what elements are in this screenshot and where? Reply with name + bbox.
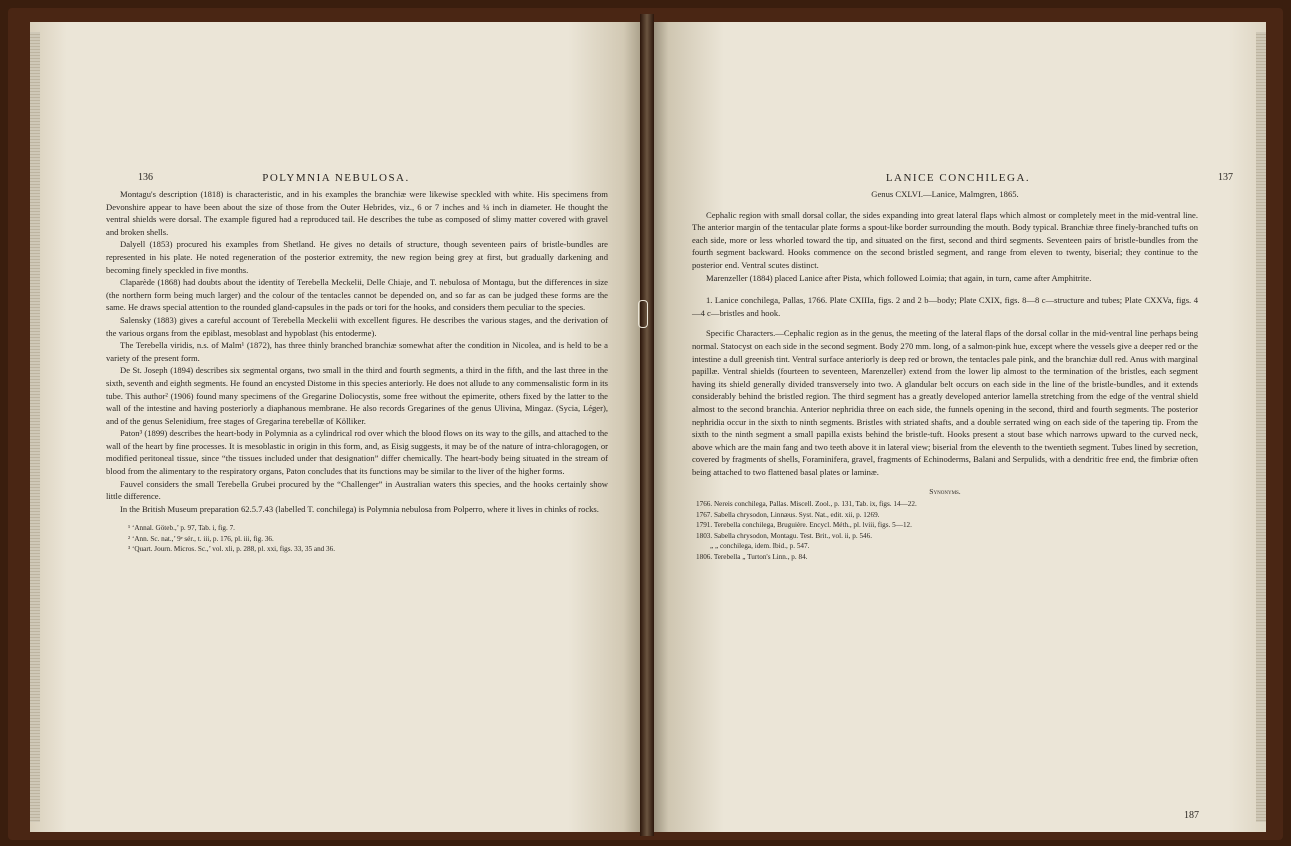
footnote: ¹ ‘Annal. Göteb.,’ p. 97, Tab. i, fig. 7. [128,524,235,533]
right-text-body [692,188,1198,563]
synonym-entry: „ „ conchilega, idem. Ibid., p. 547. [710,542,810,551]
paragraph: Dalyell (1853) procured his examples from Shetland. He gives no details of structure, though seventeen pairs of bristle-bundles are represented in his plate. He noted regeneration of the posterior extremity, the new region being grey at first, but gradually darkening and becoming finely speckled in five months. [106,239,608,275]
paragraph: In the British Museum preparation 62.5.7.43 (labelled T. conchilega) is Polymnia nebulosa from Polperro, where it lives in chinks of rocks. [120,503,599,514]
species-heading: 1. Lanice conchilega, Pallas, 1766. Plate CXIIIa, figs. 2 and 2 b—body; Plate CXIX, figs. 8—8 c—structure and tubes; Plate CXXVa, figs. 4—4 c—bristles and hook. [692,295,1198,318]
synonym-entry: 1806. Terebella „ Turton's Linn., p. 84. [696,553,808,562]
paragraph: Montagu's description (1818) is characteristic, and in his examples the branchiæ were likewise speckled with white. His specimens from Devonshire appear to have been about the size of those from the Outer Hebrides, viz., 6 or 7 inches and ¼ inch in diameter. He thought the ventral shields were dorsal. The example figured had a reproduced tail. He describes the tube as composed of slimy matter covered with gravel and broken shells. [106,189,608,237]
page-clip [638,300,648,328]
left-page [30,22,642,832]
right-page-edge [1256,32,1266,822]
paragraph: Marenzeller (1884) placed Lanice after Pista, which followed Loimia; that again, in turn, came after Amphitrite. [706,272,1092,283]
footnote: ² ‘Ann. Sc. nat.,’ 9ᵉ sér., t. iii, p. 176, pl. iii, fig. 36. [128,534,274,543]
genus-heading: Genus CXLVI.—Lanice, Malmgren, 1865. [871,189,1019,199]
book-gutter [640,14,654,836]
left-page-edge [30,32,40,822]
paragraph: Salensky (1883) gives a careful account of Terebella Meckelii with excellent figures. He describes the various stages, and the derivation of the various organs from the epiblast, mesoblast and hypoblast (his entoderme). [106,314,608,338]
footnote: ³ ‘Quart. Journ. Micros. Sc.,’ vol. xli, p. 288, pl. xxi, figs. 33, 35 and 36. [128,545,336,554]
synonym-entry: 1767. Sabella chrysodon, Linnæus. Syst. Nat., edit. xii, p. 1269. [696,510,880,519]
synonym-entry: 1803. Sabella chrysodon, Montagu. Test. Brit., vol. ii, p. 546. [696,531,873,540]
paragraph: De St. Joseph (1894) describes six segmental organs, two small in the third and fourth segments, a third in the fifth, and the last three in the sixth, seventh and eighth segments. He found an encysted Distome in this species anteriorly. He does not allude to any commensalistic form in its tube. This author² (1906) found many specimens of the Gregarine Doliocystis, some free without the epimerite, others fixed by the latter to the wall of the intestine and having posteriorly a diaphanous membrane. He also records Gregarines of the genus Ulivina, Mingaz. (Sycia, Léger), and of the genus Selenidium, free stages of Gregarina terebellæ of Kölliker. [106,365,608,426]
synonym-entry: 1791. Terebella conchilega, Bruguière. Encycl. Méth., pl. lviii, figs. 5—12. [696,521,912,530]
left-text-body [106,188,608,555]
synonym-entry: 1766. Nereis conchilega, Pallas. Miscell. Zool., p. 131, Tab. ix, figs. 14—22. [696,500,917,509]
specific-characters: Specific Characters.—Cephalic region as in the genus, the meeting of the lateral flaps of the dorsal collar in the mid-ventral line perhaps being normal. Statocyst on each side in the second segment. Body 270 mm. long, of a salmon-pink hue, except where the vessels give a deeper red or the intestine a dull greenish tint. Ventral surface anteriorly is deep red or brown, the tentacles pale pink, and the branchiæ dull red. Anus with marginal papillæ. Ventral shields (fourteen to seventeen, Marenzeller) extend from the lower lip almost to the termination of the bristles, each segment having its shield generally divided transversely into two. A glandular belt occurs on each side in the line of the bristle-bundles, and it extends considerably behind the bristled region. The third segment has a greatly developed anterior lamella stretching from the edge of the ventral shield almost to the second branchia. Anterior nephridia three on each side, the funnels opening in the second, third and fourth segments. The posterior nephridia occur in the sixth to ninth segments. Bristles with striated shafts, and a double serrated wing on each side of the tapering tip. From the sixth to the ninth segment a small papilla exists behind the bristle-tuft. Hooks present a stout base which narrows upward to the curved neck, above which are the main fang and two teeth above it in lateral view; biserial from the eleventh to the twentieth segment. Tubes lined by secretion, covered by fragments of shells, Foraminifera, gravel, fragments of Echinoderms, Balani and Serpulids, with a dendritic free end, the fimbriæ often being attached to two flattened basal plates or laminæ. [692,328,1198,477]
page-number: 137 [1218,172,1233,183]
running-head: POLYMNIA NEBULOSA. [262,172,410,184]
synonyms-heading: Synonyms. [929,487,961,497]
paragraph: Claparède (1868) had doubts about the identity of Terebella Meckelii, Delle Chiaje, and T. nebulosa of Montagu, but the differences in size (the northern form being much larger) and the colour of the tentacles cannot be depended on, and so far as can be judged these forms are the same. He draws special attention to the rounded gland-capsules in the pads or tori for the hooks, and considers them peculiar to the species. [106,277,608,313]
right-page [650,22,1266,832]
paragraph: Paton³ (1899) describes the heart-body in Polymnia as a cylindrical rod over which the blood flows on its way to the gills, and attached to the wall of the heart by fine processes. It is mesoblastic in origin in this form, and, as Eisig suggests, it may be of the nature of intra-chloragogen, or modified peritoneal tissue, since “the tissues included under that designation” differ chemically. The heart-body being situated in the stream of blood from the alimentary to the respiratory organs, Paton concludes that its functions may be similar to the liver of the higher forms. [106,428,608,477]
page-number: 136 [138,172,153,183]
paragraph: The Terebella viridis, n.s. of Malm¹ (1872), has three thinly branched branchiæ somewhat after the condition in Nicolea, and is held to be a variety of the present form. [106,340,608,363]
paragraph: Fauvel considers the small Terebella Grubei procured by the “Challenger” in Australian waters this species, and the hooks certainly show little difference. [106,478,608,502]
running-head: LANICE CONCHILEGA. [885,172,1031,184]
signature-mark: 187 [1184,810,1199,821]
paragraph: Cephalic region with small dorsal collar, the sides expanding into great lateral flaps which almost or completely meet in the mid-ventral line. The anterior margin of the tentacular plate forms a spout-like border surrounding the mouth. Body typical. Branchiæ three finely-branched tufts on each side, more or less whorled toward the tip, and situated on the first, second and third segments. Seventeen pairs of bristle-bundles from the fourth segment backward. Hooks commence on the second bristled segment, and range from eleven to twenty, biserial; they continue to the posterior end. Ventral scutes distinct. [692,209,1198,270]
